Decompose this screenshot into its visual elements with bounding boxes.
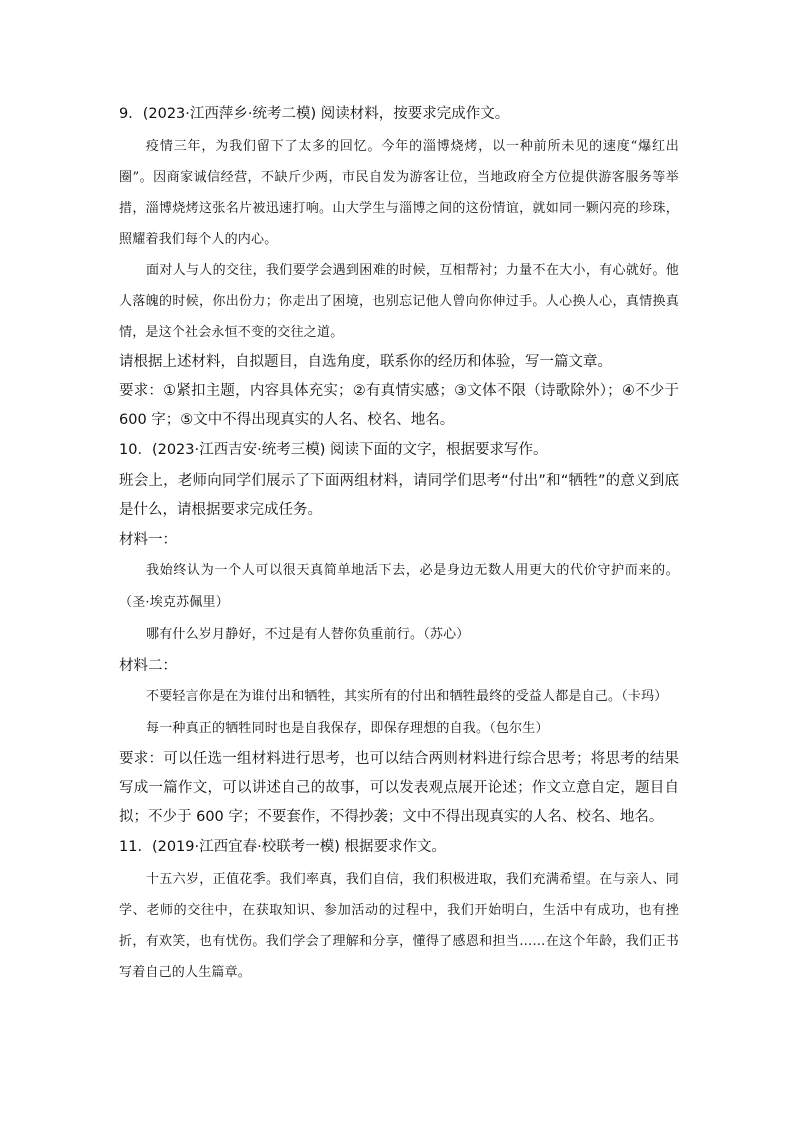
question-11-heading: 11．(2019·江西宜春·校联考一模) 根据要求作文。 — [119, 839, 446, 855]
question-9-instruction: 请根据上述材料，自拟题目，自选角度，联系你的经历和体验，写一篇文章。 — [119, 354, 612, 370]
document-content — [119, 101, 679, 988]
question-10-material-2-quote-1: 不要轻言你是在为谁付出和牺牲，其实所有的付出和牺牲最终的受益人都是自己。（卡玛） — [146, 689, 668, 704]
question-10-heading: 10．(2023·江西吉安·统考三模) 阅读下面的文字，根据要求写作。 — [119, 442, 548, 458]
question-10-requirement: 要求：可以任选一组材料进行思考，也可以结合两则材料进行综合思考；将思考的结果写成一篇作文，可以讲述自己的故事，可以发表观点展开论述；作文立意自定，题目自拟；不少于 600 字；不要套作，不得抄袭；文中不得出现真实的人名、校名、地名。 — [119, 751, 679, 825]
question-11-material-paragraph-1: 十五六岁，正值花季。我们率真，我们自信，我们积极进取，我们充满希望。在与亲人、同学、老师的交往中，在获取知识、参加活动的过程中，我们开始明白，生活中有成功，也有挫折，有欢笑，也有忧伤。我们学会了理解和分享，懂得了感恩和担当……在这个年龄，我们正书写着自己的人生篇章。 — [119, 872, 679, 980]
question-9-requirement: 要求：①紧扣主题，内容具体充实；②有真情实感；③文体不限（诗歌除外）；④不少于 600 字；⑤文中不得出现真实的人名、校名、地名。 — [119, 383, 679, 428]
question-10-material-2-label: 材料二： — [119, 658, 177, 674]
question-9-heading: 9．(2023·江西萍乡·统考二模) 阅读材料，按要求完成作文。 — [119, 106, 510, 122]
question-10-material-1-quote-1: 我始终认为一个人可以很天真简单地活下去，必是身边无数人用更大的代价守护而来的。（圣·埃克苏佩里） — [119, 563, 679, 610]
question-9-material-paragraph-2: 面对人与人的交往，我们要学会遇到困难的时候，互相帮衬；力量不在大小，有心就好。他人落魄的时候，你出份力；你走出了困境，也别忘记他人曾向你伸过手。人心换人心，真情换真情，是这个社会永恒不变的交往之道。 — [119, 263, 679, 340]
question-10-material-2-quote-2: 每一种真正的牺牲同时也是自我保存，即保存理想的自我。（包尔生） — [146, 721, 549, 736]
question-9-material-paragraph-1: 疫情三年，为我们留下了太多的回忆。今年的淄博烧烤，以一种前所未见的速度“爆红出圈”。因商家诚信经营，不缺斤少两，市民自发为游客让位，当地政府全方位提供游客服务等举措，淄博烧烤这张名片被迅速打响。山大学生与淄博之间的这份情谊，就如同一颗闪亮的珍珠，照耀着我们每个人的内心。 — [119, 139, 679, 247]
question-10-material-1-quote-2: 哪有什么岁月静好，不过是有人替你负重前行。（苏心） — [146, 627, 470, 642]
question-10-material-1-label: 材料一： — [119, 532, 177, 548]
question-10-intro: 班会上，老师向同学们展示了下面两组材料，请同学们思考“付出”和“牺牲”的意义到底是什么，请根据要求完成任务。 — [119, 473, 679, 518]
